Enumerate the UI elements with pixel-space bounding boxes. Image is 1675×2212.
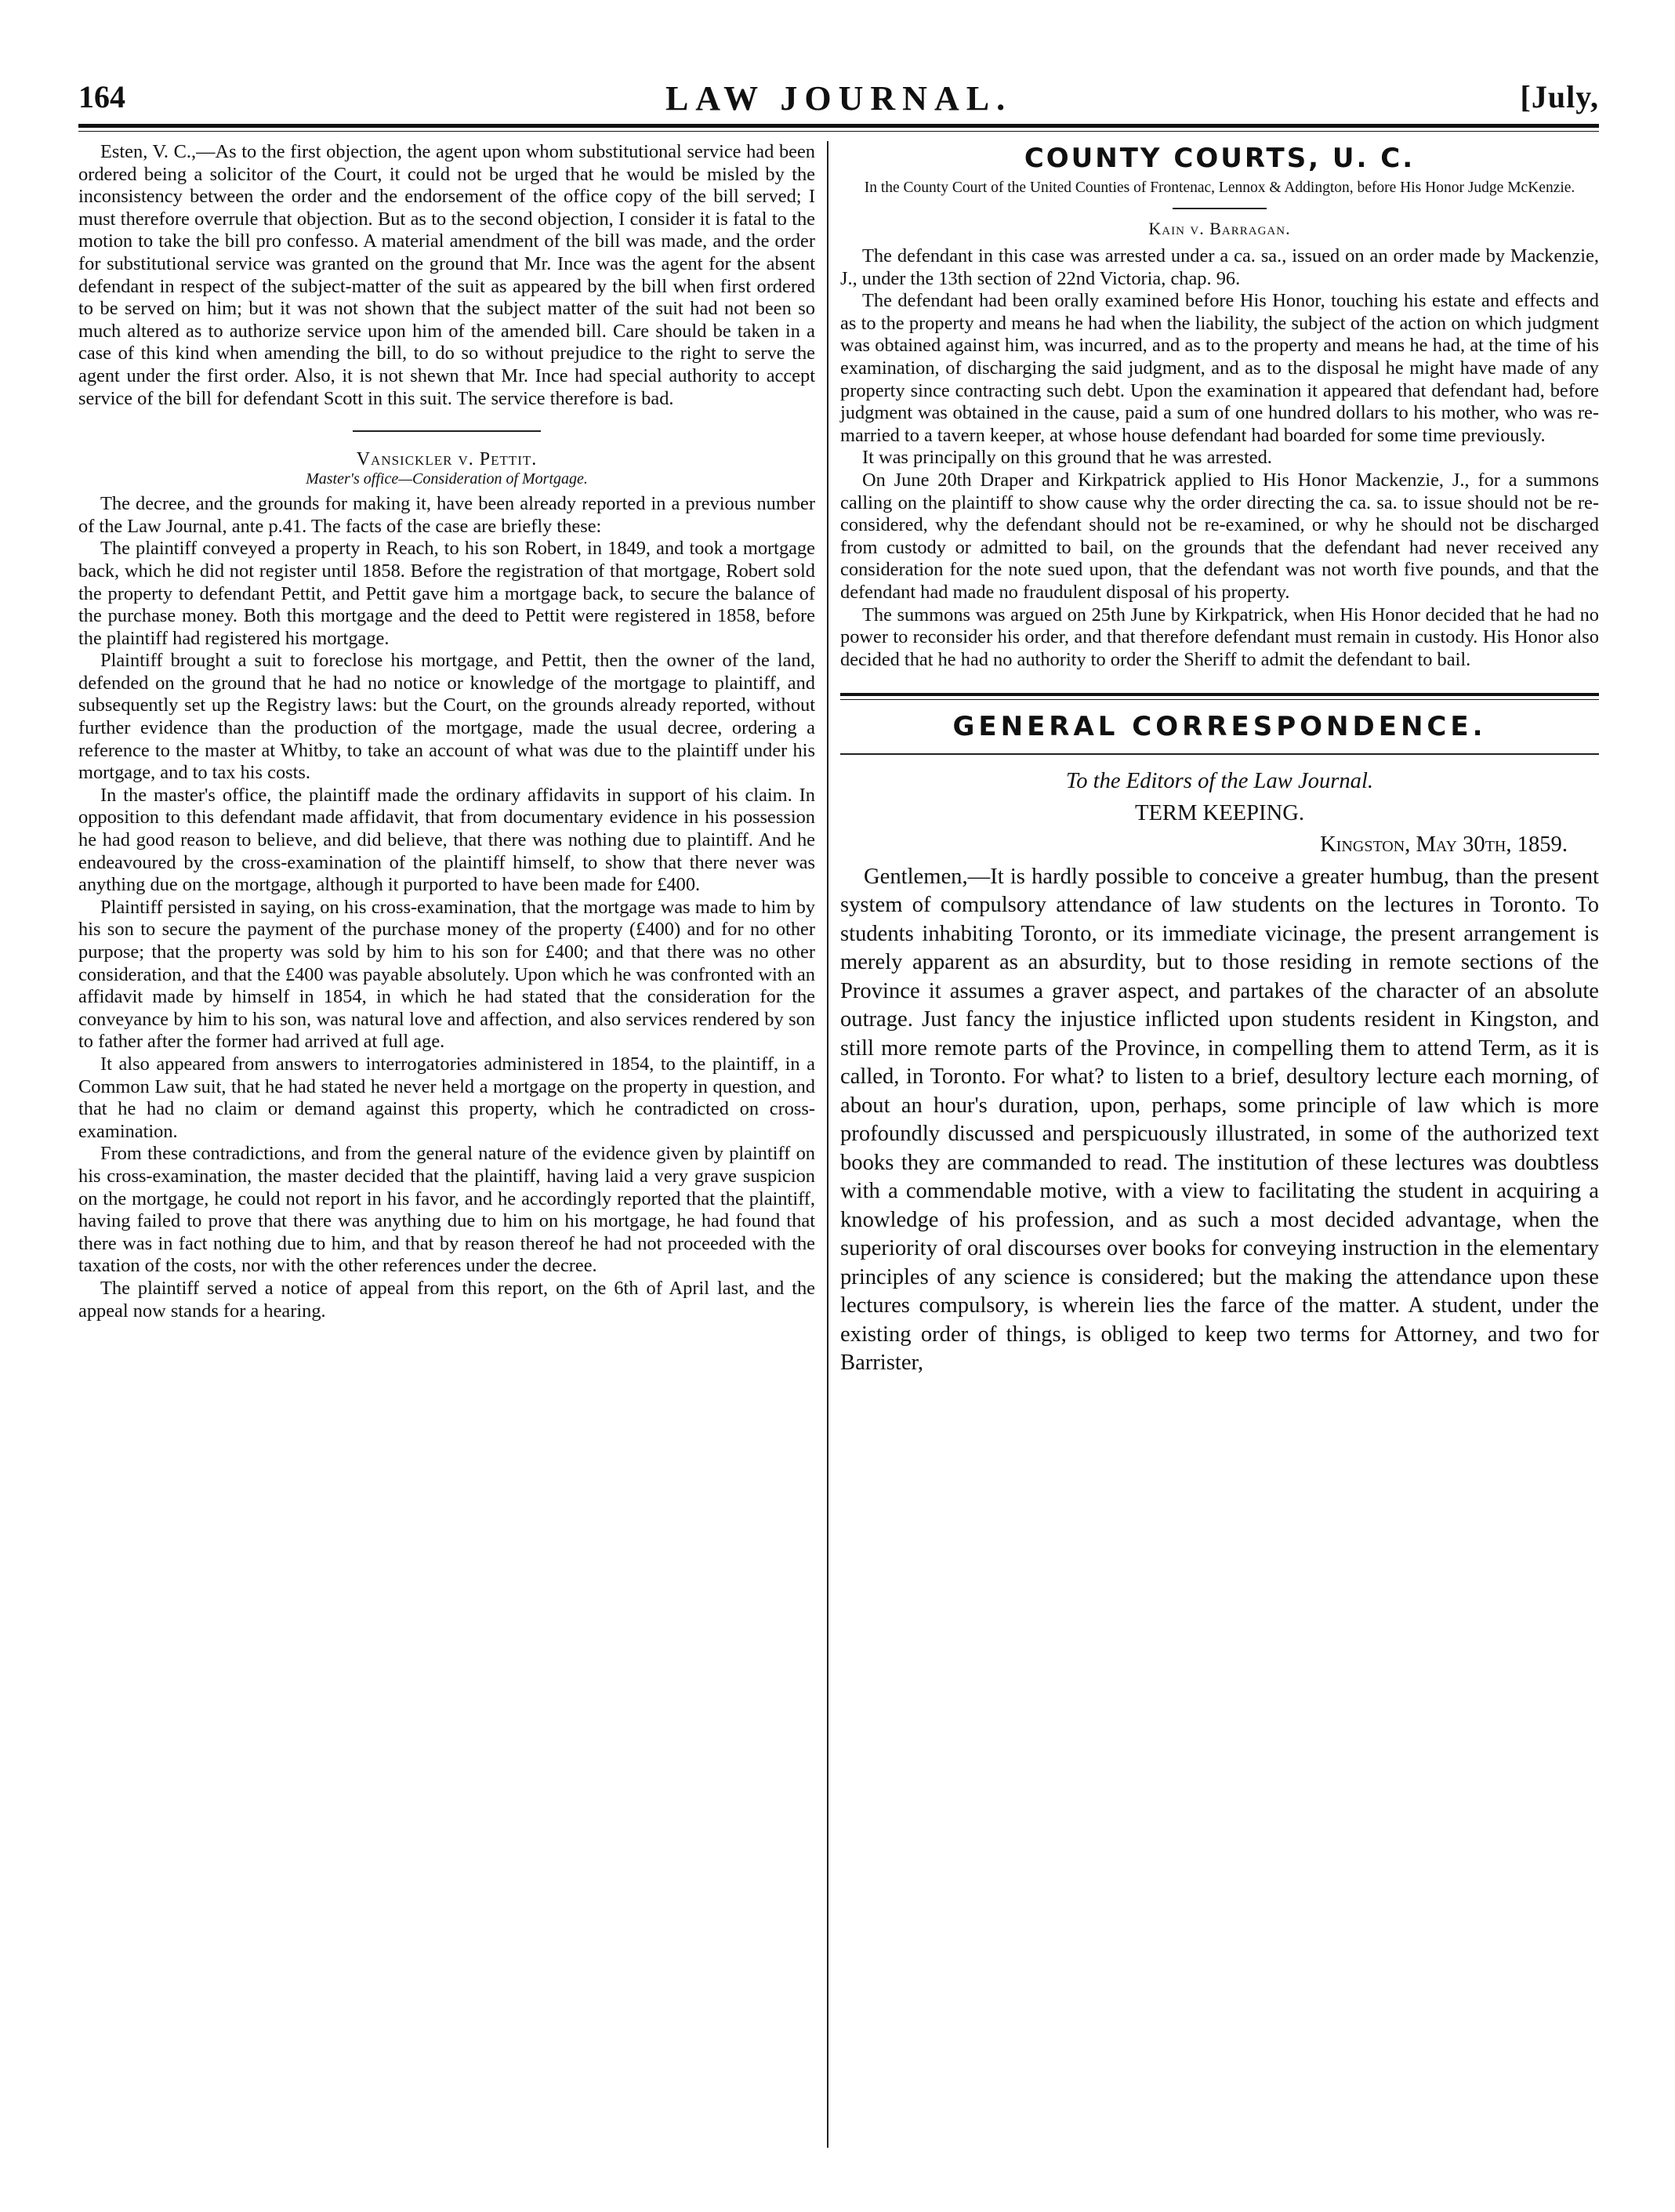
case-title-vansickler: Vansickler v. Pettit. — [356, 449, 538, 470]
county-courts-heading: COUNTY COURTS, U. C. — [1024, 143, 1416, 174]
case-paragraph: The defendant had been orally examined before His Honor, touching his estate and effects and as to the property and means he had when the liability, the subject of the action on which judgment was obtained against him, was incurred, and as to the property and means he had, at the time of his examination, of discharging the said judgment, and as to the disposal he might have made of any property since contracting such debt. Upon the examination it appeared that defendant had, before judgment was obtained in the cause, paid a sum of one hundred dollars to his mother, who was re-married to a tavern keeper, at whose house defendant had boarded for some time previously. — [840, 290, 1599, 446]
header-rule — [78, 124, 1599, 132]
case-paragraph: From these contradictions, and from the general nature of the evidence given by plaintiff on his cross-examination, the master decided that the plaintiff, having laid a very grave suspicion on the mortgage, he could not report in his favor, and he accordingly reported that the plaintiff, having failed to prove that there was anything due to him on his mortgage, he had found that there was in fact nothing due to him, and that by reason thereof he had not proceeded with the taxation of the costs, nor with the other references under the decree. — [78, 1143, 815, 1277]
case-paragraph: The defendant in this case was arrested under a ca. sa., issued on an order made by Mackenzie, J., under the 13th section of 22nd Victoria, chap. 96. — [840, 245, 1599, 289]
letter-subject: TERM KEEPING. — [1134, 800, 1305, 825]
case-separator-rule — [353, 430, 541, 432]
running-head — [78, 78, 1599, 125]
case-paragraph: On June 20th Draper and Kirkpatrick applied to His Honor Mackenzie, J., for a summons calling on the plaintiff to show cause why the order directing the ca. sa. to issue should not be re-considered, why the defendant should not be re-examined, or why he should not be discharged from custody or admitted to bail, on the grounds that the defendant had never received any consideration for the note sued upon, that the defendant was not worth five pounds, and that the defendant had made no fraudulent disposal of his property. — [840, 469, 1599, 603]
general-correspondence-heading: GENERAL CORRESPONDENCE. — [952, 711, 1487, 743]
court-note: In the County Court of the United Counties of Frontenac, Lennox & Addington, before His Honor Judge McKenzie. — [864, 179, 1575, 196]
left-column — [78, 141, 815, 2179]
case-paragraph: Plaintiff brought a suit to foreclose his mortgage, and Pettit, then the owner of the land, defended on the ground that he had no notice or knowledge of the mortgage to plaintiff, and subsequently set up the Registry laws: but the Court, on the grounds already reported, without further evidence than the production of the mortgage, made the usual decree, ordering a reference to the master at Whitby, to take an account of what was due to the plaintiff under his mortgage, and to tax his costs. — [78, 650, 815, 784]
letter-body: Gentlemen,—It is hardly possible to conceive a greater humbug, than the present system of compulsory attendance of law students on the lectures in Toronto. To students inhabiting Toronto, or its immediate vicinage, the present arrangement is merely apparent as an absurdity, but to those residing in remote sections of the Province it assumes a graver aspect, and partakes of the character of an absolute outrage. Just fancy the injustice inflicted upon students resident in Kingston, and still more remote parts of the Province, in compelling them to attend Term, as it is called, in Toronto. For what? to listen to a brief, desultory lecture each morning, of about an hour's duration, upon, perhaps, some principle of law which is more profoundly discussed and perspicuously illustrated, in some of the authorized text books they are commanded to read. The institution of these lectures was doubtless with a commendable motive, with a view to facilitating the student in acquiring a knowledge of his profession, and as such a most decided advantage, when the superiority of oral discourses over books for conveying instruction in the elementary principles of any science is considered; but the making the attendance upon these lectures compulsory, is wherein lies the farce of the matter. A student, under the existing order of things, is obliged to keep two terms for Attorney, and two for Barrister, — [840, 864, 1599, 1376]
case-subtitle: Master's office—Consideration of Mortgage. — [306, 470, 588, 488]
case-paragraph: The plaintiff conveyed a property in Reach, to his son Robert, in 1849, and took a mortgage back, which he did not register until 1858. Before the registration of that mortgage, Robert sold the property to defendant Pettit, and Pettit gave him a mortgage back, to secure the balance of the purchase money. Both this mortgage and the deed to Pettit were registered in 1858, before the plaintiff had registered his mortgage. — [78, 538, 815, 649]
running-date: [July, — [1520, 79, 1599, 114]
letter-dateline: Kingston, May 30th, 1859. — [1320, 832, 1568, 858]
journal-title: LAW JOURNAL. — [665, 79, 1013, 118]
case-title-kain: Kain v. Barragan. — [1148, 219, 1291, 238]
section-rule — [840, 753, 1599, 755]
section-double-rule — [840, 693, 1599, 700]
letter-addressee: To the Editors of the Law Journal. — [1065, 769, 1374, 794]
case-paragraph: The summons was argued on 25th June by Kirkpatrick, when His Honor decided that he had no power to reconsider his order, and that therefore defendant must remain in custody. His Honor also decided that he had no authority to order the Sheriff to admit the defendant to bail. — [840, 604, 1599, 670]
short-rule — [1173, 208, 1267, 209]
case-paragraph: The decree, and the grounds for making it, have been already reported in a previous number of the Law Journal, ante p.41. The facts of the case are briefly these: — [78, 493, 815, 537]
page-number: 164 — [78, 79, 125, 114]
case-paragraph: It also appeared from answers to interrogatories administered in 1854, to the plaintiff, in a Common Law suit, that he had stated he never held a mortgage on the property in question, and that he had no claim or demand against this property, which he contradicted on cross-examination. — [78, 1053, 815, 1142]
esten-judgment-paragraph: Esten, V. C.,—As to the first objection, the agent upon whom substitutional service had been ordered being a solicitor of the Court, it could not be urged that he would be misled by the inconsistency between the order and the endorsement of the office copy of the bill served; I must therefore overrule that objection. But as to the second objection, I consider it is fatal to the motion to take the bill pro confesso. A material amendment of the bill was made, and the order for substitutional service was granted on the ground that Mr. Ince was the agent for the absent defendant in respect of the subject-matter of the suit as appeared by the bill when first ordered to be served on him; but it was not shown that the subject matter of the suit had not been so much altered as to authorize service upon him of the amended bill. Care should be taken in a case of this kind when amending the bill, to do so without prejudice to the right to serve the agent under the first order. Also, it is not shewn that Mr. Ince had special authority to accept service of the bill for defendant Scott in this suit. The service therefore is bad. — [78, 141, 815, 409]
column-divider — [827, 141, 828, 2148]
case-paragraph: It was principally on this ground that he was arrested. — [862, 447, 1272, 469]
case-paragraph: In the master's office, the plaintiff made the ordinary affidavits in support of his claim. In opposition to this defendant made affidavit, that from documentary evidence in his possession he had good reason to believe, and did believe, that there was nothing due to plaintiff. And he endeavoured by the cross-examination of the plaintiff himself, to show that there never was anything due on the mortgage, although it purported to have been made for £400. — [78, 784, 815, 896]
right-column — [840, 141, 1599, 2179]
case-paragraph: Plaintiff persisted in saying, on his cross-examination, that the mortgage was made to him by his son to secure the payment of the purchase money of the property (£400) and for no other purpose; that the property was sold by him to his son for £400; and that there was no other consideration, and that the £400 was payable absolutely. Upon which he was confronted with an affidavit made by himself in 1854, in which he had stated that the consideration for the conveyance by him to his son, was natural love and affection, and also services rendered by son to father after the former had arrived at full age. — [78, 896, 815, 1053]
journal-page — [78, 78, 1599, 2179]
case-paragraph: The plaintiff served a notice of appeal from this report, on the 6th of April last, and the appeal now stands for a hearing. — [78, 1277, 815, 1322]
